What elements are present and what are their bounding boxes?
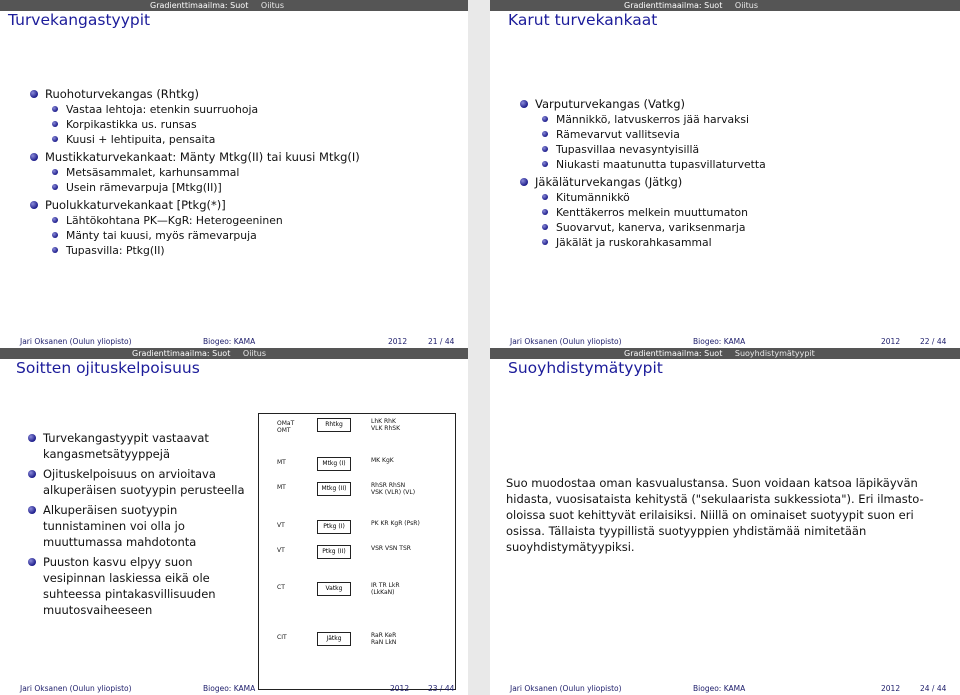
slide-footer: [0, 336, 468, 348]
sub-list-item: Vastaa lehtoja: etenkin suurruohoja: [28, 102, 360, 117]
sub-list-item: Niukasti maatunutta tupasvillaturvetta: [518, 157, 766, 172]
sub-list-item: Tupasvillaa nevasyntyisillä: [518, 142, 766, 157]
nav-subsection-link[interactable]: Oiitus: [260, 1, 285, 10]
nav-subsection-link[interactable]: Suoyhdistymätyypit: [734, 349, 815, 358]
bullet-icon: [52, 232, 58, 238]
bullet-icon: [542, 161, 548, 167]
bullet-icon: [542, 224, 548, 230]
nav-links: [132, 349, 276, 358]
bullet-icon: [542, 131, 548, 137]
diagram-peatland-forest-box: Vatkg: [317, 582, 351, 596]
footer-author: Jari Oksanen (Oulun yliopisto): [510, 337, 622, 346]
slide-title: Karut turvekankaat: [508, 11, 658, 29]
slide-23: [0, 348, 468, 695]
slide-title: Suoyhdistymätyypit: [508, 359, 663, 377]
bullet-icon: [28, 470, 36, 478]
footer-year: 2012: [881, 337, 901, 346]
bullet-icon: [542, 209, 548, 215]
bullet-icon: [542, 194, 548, 200]
list-item: Mustikkaturvekankaat: Mänty Mtkg(II) tai kuusi Mtkg(I): [28, 149, 360, 165]
diagram-mire-types: RhSR RhSN VSK (VLR) (VL): [371, 482, 416, 496]
sub-list-item: Männikkö, latvuskerros jää harvaksi: [518, 112, 766, 127]
footer-course: Biogeo: KAMA: [693, 684, 746, 693]
slide-content: [26, 430, 258, 618]
sub-list-item: Usein rämevarpuja [Mtkg(II)]: [28, 180, 360, 195]
bullet-icon: [28, 558, 36, 566]
nav-section-link[interactable]: Gradienttimaailma: Suot: [150, 1, 249, 10]
list-item: Varputurvekangas (Vatkg): [518, 96, 766, 112]
slide-footer: [490, 336, 960, 348]
slide-24: [490, 348, 960, 695]
slide-paragraph: Suo muodostaa oman kasvualustansa. Suon voidaan katsoa läpikäyvän hidasta, vuosisataista kehitystä ("sekulaarista sukkessiota"). Eri ilmasto-oloissa suot kehittyvät erilaisiksi. Niillä on ominaiset suotyypit suon eri osissa. Tällaista tyypillistä suotyyppien yhdistämää nimitetään suoyhdistymätyypiksi.: [506, 476, 924, 554]
nav-subsection-link[interactable]: Oiitus: [734, 1, 759, 10]
footer-page: 21 / 44: [428, 337, 455, 346]
nav-subsection-link[interactable]: Oiitus: [242, 349, 267, 358]
diagram-forest-type: CIT: [277, 634, 287, 641]
nav-links: [624, 349, 825, 358]
diagram-mire-types: RaR KeR RaN LkN: [371, 632, 397, 646]
sub-list-item: Kuusi + lehtipuita, pensaita: [28, 132, 360, 147]
sub-list-item: Tupasvilla: Ptkg(II): [28, 243, 360, 258]
bullet-icon: [30, 90, 38, 98]
diagram-forest-type: MT: [277, 459, 286, 466]
list-item: Ruohoturvekangas (Rhtkg): [28, 86, 360, 102]
nav-section-link[interactable]: Gradienttimaailma: Suot: [624, 1, 723, 10]
sub-list-item: Kenttäkerros melkein muuttumaton: [518, 205, 766, 220]
bullet-icon: [542, 239, 548, 245]
diagram-forest-type: VT: [277, 522, 285, 529]
slide-footer: [490, 683, 960, 695]
bullet-icon: [52, 169, 58, 175]
diagram-peatland-forest-box: Ptkg (II): [317, 545, 351, 559]
diagram-mire-types: LhK RhK VLK RhSK: [371, 418, 401, 432]
slide-title: Soitten ojituskelpoisuus: [16, 359, 200, 377]
sub-list-item: Rämevarvut vallitsevia: [518, 127, 766, 142]
diagram-mire-types: MK KgK: [371, 457, 394, 464]
diagram-mire-types: PK KR KgR (PsR): [371, 520, 420, 527]
bullet-icon: [52, 184, 58, 190]
list-item: Ojituskelpoisuus on arvioitava alkuperäisen suotyypin perusteella: [26, 466, 258, 498]
bullet-icon: [542, 116, 548, 122]
sub-list-item: Lähtökohtana PK—KgR: Heterogeeninen: [28, 213, 360, 228]
footer-author: Jari Oksanen (Oulun yliopisto): [20, 337, 132, 346]
bullet-icon: [542, 146, 548, 152]
footer-page: 24 / 44: [920, 684, 947, 693]
diagram-peatland-forest-box: Ptkg (I): [317, 520, 351, 534]
nav-section-link[interactable]: Gradienttimaailma: Suot: [624, 349, 723, 358]
footer-year: 2012: [388, 337, 408, 346]
nav-section-link[interactable]: Gradienttimaailma: Suot: [132, 349, 231, 358]
list-item: Puuston kasvu elpyy suon vesipinnan laskiessa eikä ole suhteessa pintakasvillisuuden muutosvaiheeseen: [26, 554, 258, 618]
footer-page: 22 / 44: [920, 337, 947, 346]
diagram-mire-types: VSR VSN TSR: [371, 545, 411, 552]
slide-content: [518, 96, 766, 250]
bullet-icon: [52, 247, 58, 253]
sub-list-item: Korpikastikka us. runsas: [28, 117, 360, 132]
bullet-icon: [52, 106, 58, 112]
slide-title: Turvekangastyypit: [8, 11, 151, 29]
list-item: Alkuperäisen suotyypin tunnistaminen voi olla jo muuttumassa mahdotonta: [26, 502, 258, 550]
diagram-peatland-forest-box: Mtkg (II): [317, 482, 351, 496]
bullet-icon: [28, 434, 36, 442]
nav-links: [624, 1, 768, 10]
bullet-icon: [520, 178, 528, 186]
bullet-icon: [30, 153, 38, 161]
sub-list-item: Metsäsammalet, karhunsammal: [28, 165, 360, 180]
diagram-forest-type: OMaT OMT: [277, 420, 295, 434]
slide-21: [0, 0, 468, 348]
bullet-icon: [52, 217, 58, 223]
bullet-icon: [52, 136, 58, 142]
bullet-icon: [28, 506, 36, 514]
diagram-forest-type: MT: [277, 484, 286, 491]
bullet-icon: [30, 201, 38, 209]
diagram-peatland-forest-box: Jätkg: [317, 632, 351, 646]
sub-list-item: Kitumännikkö: [518, 190, 766, 205]
bullet-icon: [52, 121, 58, 127]
diagram-forest-type: CT: [277, 584, 285, 591]
list-item: Turvekangastyypit vastaavat kangasmetsätyyppejä: [26, 430, 258, 462]
footer-course: Biogeo: KAMA: [693, 337, 746, 346]
sub-list-item: Mänty tai kuusi, myös rämevarpuja: [28, 228, 360, 243]
diagram-peatland-forest-box: Mtkg (I): [317, 457, 351, 471]
nav-links: [150, 1, 294, 10]
footer-page: 23 / 44: [428, 684, 455, 693]
footer-year: 2012: [390, 684, 410, 693]
slide-content: [28, 86, 360, 258]
peatland-type-diagram: [258, 413, 456, 690]
sub-list-item: Suovarvut, kanerva, variksenmarja: [518, 220, 766, 235]
slide-22: [490, 0, 960, 348]
footer-author: Jari Oksanen (Oulun yliopisto): [20, 684, 132, 693]
footer-course: Biogeo: KAMA: [203, 684, 256, 693]
bullet-icon: [520, 100, 528, 108]
list-item: Puolukkaturvekankaat [Ptkg(*)]: [28, 197, 360, 213]
diagram-mire-types: IR TR LkR (LkKaN): [371, 582, 400, 596]
footer-course: Biogeo: KAMA: [203, 337, 256, 346]
footer-author: Jari Oksanen (Oulun yliopisto): [510, 684, 622, 693]
slide-footer: [0, 683, 468, 695]
list-item: Jäkäläturvekangas (Jätkg): [518, 174, 766, 190]
diagram-forest-type: VT: [277, 547, 285, 554]
diagram-peatland-forest-box: Rhtkg: [317, 418, 351, 432]
sub-list-item: Jäkälät ja ruskorahkasammal: [518, 235, 766, 250]
footer-year: 2012: [881, 684, 901, 693]
